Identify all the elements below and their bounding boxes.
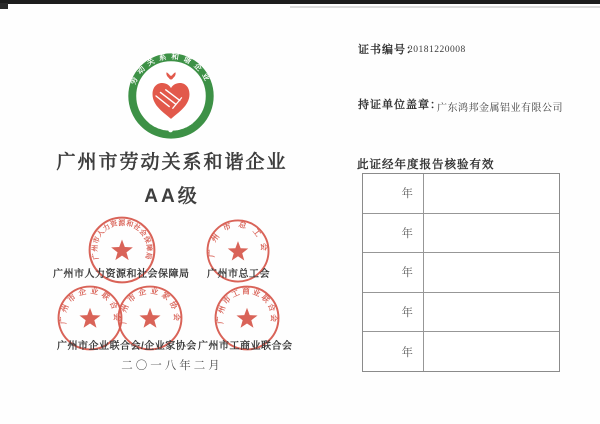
table-row xyxy=(363,174,559,214)
verification-cell xyxy=(424,332,559,371)
table-row xyxy=(363,293,559,333)
certificate-grade: AA级 xyxy=(144,186,200,207)
certificate-number-value: 20181220008 xyxy=(408,45,466,55)
seal-arc-text: 广州市企业联合会 xyxy=(58,286,122,325)
certificate-number-label: 证书编号： xyxy=(358,44,418,56)
year-cell: 年 xyxy=(363,214,424,253)
issuer-label-trade-union: 广州市总工会 xyxy=(207,269,270,280)
issuer-label-hr-bureau: 广州市人力资源和社会保障局 xyxy=(53,269,190,280)
issuer-label-enterprise-assoc: 广州市企业联合会/企业家协会 xyxy=(57,341,197,352)
seal-arc-text: 广州市总工会 xyxy=(207,219,269,258)
year-cell: 年 xyxy=(363,332,424,371)
verification-cell xyxy=(424,214,559,253)
verification-cell xyxy=(424,293,559,332)
seal-arc-text: 广州市工商业联合会 xyxy=(215,286,279,325)
emblem-wreath-glyphs: «««« ● »»»» xyxy=(146,118,196,134)
certificate-right-page xyxy=(344,0,600,424)
emblem-ring-text: 劳动关系和谐企业 xyxy=(128,52,214,87)
seal-arc-text: 广州市人力资源和社会保障局 xyxy=(91,219,153,261)
year-cell: 年 xyxy=(363,293,424,332)
annual-verification-table xyxy=(362,173,560,372)
seal-arc-text: 广州市企业家协会 xyxy=(118,286,182,325)
certificate-title: 广州市劳动关系和谐企业 xyxy=(56,152,288,173)
table-row xyxy=(363,332,559,371)
annual-verification-title: 此证经年度报告核验有效 xyxy=(357,159,495,171)
issue-date: 二〇一八年二月 xyxy=(121,360,223,372)
year-cell: 年 xyxy=(363,174,424,213)
holder-company-name: 广东鸿邦金属铝业有限公司 xyxy=(437,103,563,114)
harmonious-labor-relations-emblem-icon xyxy=(127,52,215,140)
year-cell: 年 xyxy=(363,253,424,292)
table-row xyxy=(363,214,559,254)
verification-cell xyxy=(424,174,559,213)
issuer-label-industry-commerce: 广州市工商业联合会 xyxy=(198,341,293,352)
verification-cell xyxy=(424,253,559,292)
table-row xyxy=(363,253,559,293)
holder-stamp-label: 持证单位盖章： xyxy=(358,99,442,111)
